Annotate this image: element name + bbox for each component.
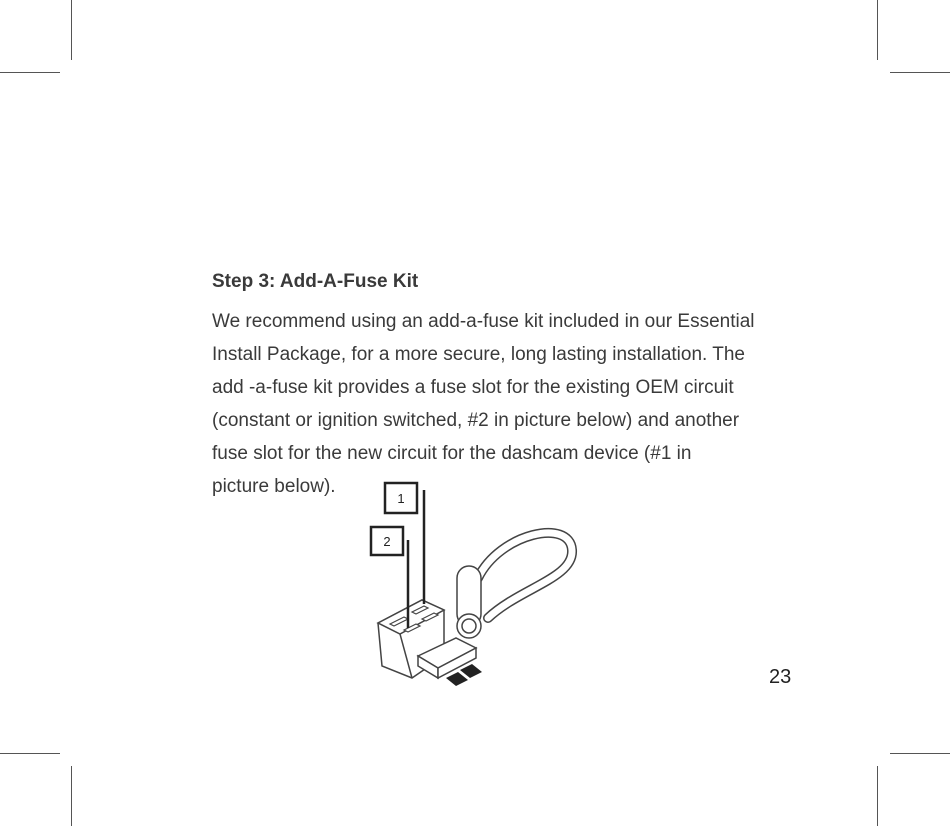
callout-label-1: 1 [397, 491, 405, 506]
callout-label-2: 2 [383, 534, 391, 549]
body-line: picture below). [212, 476, 336, 497]
crop-mark-bottom-right-vertical [877, 766, 878, 826]
crop-mark-top-right-vertical [877, 0, 878, 60]
plug-prong-right [460, 664, 482, 678]
crop-mark-top-right-horizontal [890, 72, 950, 73]
body-line: We recommend using an add-a-fuse kit included in our Essential [212, 311, 755, 332]
add-a-fuse-kit-icon [360, 478, 590, 698]
wire-loop-inner [478, 533, 572, 618]
body-line: (constant or ignition switched, #2 in picture below) and another [212, 410, 740, 431]
page-number: 23 [769, 666, 792, 688]
body-line: Install Package, for a more secure, long lasting installation. The [212, 344, 745, 365]
add-a-fuse-kit-figure [360, 478, 590, 698]
body-paragraph [212, 305, 792, 503]
body-line: add -a-fuse kit provides a fuse slot for the existing OEM circuit [212, 377, 734, 398]
crop-mark-top-left-horizontal [0, 72, 60, 73]
crop-mark-bottom-right-horizontal [890, 753, 950, 754]
wire-sleeve-hole [462, 619, 476, 633]
crop-mark-top-left-vertical [71, 0, 72, 60]
section-heading: Step 3: Add-A-Fuse Kit [212, 271, 419, 292]
crop-mark-bottom-left-vertical [71, 766, 72, 826]
crop-mark-bottom-left-horizontal [0, 753, 60, 754]
plug-prong-left [446, 672, 468, 686]
body-line: fuse slot for the new circuit for the dashcam device (#1 in [212, 443, 692, 464]
